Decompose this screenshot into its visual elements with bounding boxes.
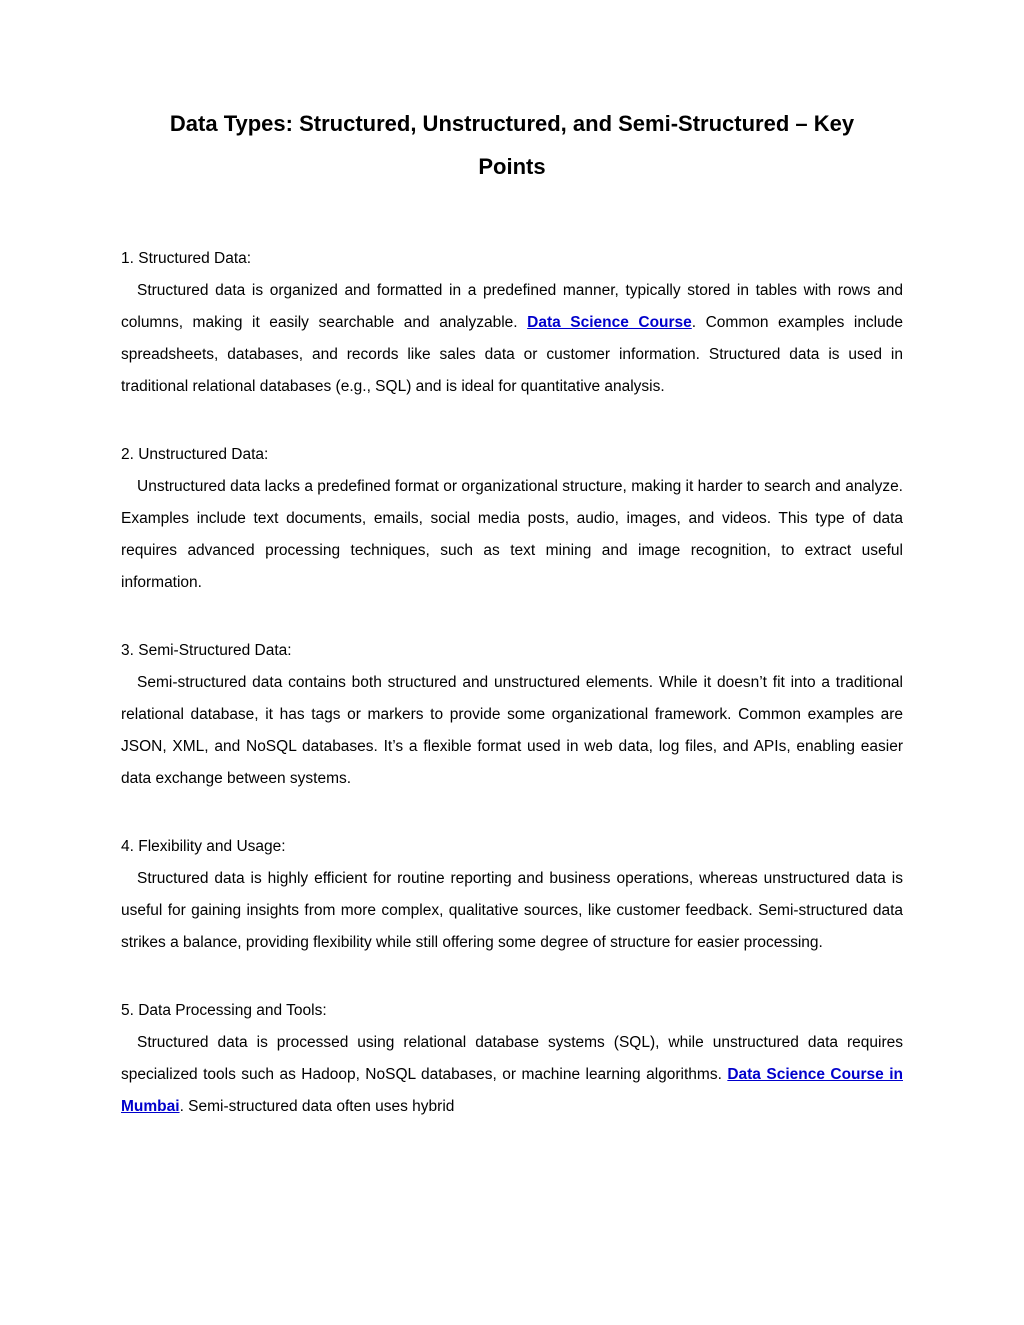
paragraph-text: . Semi-structured data often uses hybrid bbox=[179, 1098, 455, 1115]
section-paragraph bbox=[121, 667, 903, 795]
section-paragraph bbox=[121, 275, 903, 403]
paragraph-text: Semi-structured data contains both structured and unstructured elements. While it doesn’t fit into a traditional relational database, it has tags or markers to provide some organizational framework. Common examples are JSON, XML, and NoSQL databases. It’s a flexible format used in web data, log files, and APIs, enabling easier data exchange between systems. bbox=[121, 674, 903, 787]
section-paragraph bbox=[121, 471, 903, 599]
section-paragraph bbox=[121, 1027, 903, 1123]
paragraph-text: Unstructured data lacks a predefined format or organizational structure, making it harder to search and analyze. Examples include text documents, emails, social media posts, audio, images, and videos. This type of data requires advanced processing techniques, such as text mining and image recognition, to extract useful information. bbox=[121, 478, 903, 591]
document-title bbox=[121, 102, 903, 188]
data-science-course-mumbai-link[interactable]: Data Science Course in Mumbai bbox=[121, 1066, 903, 1115]
section-heading: 5. Data Processing and Tools: bbox=[121, 1002, 327, 1019]
paragraph-text: . Common examples include spreadsheets, databases, and records like sales data or customer information. Structured data is used in traditional relational databases (e.g., SQL) and is ideal for quantitative analysis. bbox=[121, 314, 903, 395]
paragraph-text: Structured data is organized and formatted in a predefined manner, typically stored in tables with rows and columns, making it easily searchable and analyzable. bbox=[121, 282, 903, 331]
section-data-processing-tools bbox=[121, 995, 903, 1123]
section-paragraph bbox=[121, 863, 903, 959]
section-semi-structured-data bbox=[121, 635, 903, 795]
paragraph-text: Structured data is highly efficient for routine reporting and business operations, whereas unstructured data is useful for gaining insights from more complex, qualitative sources, like customer feedback. Semi-structured data strikes a balance, providing flexibility while still offering some degree of structure for easier processing. bbox=[121, 870, 903, 951]
section-heading: 2. Unstructured Data: bbox=[121, 446, 269, 463]
section-heading: 3. Semi-Structured Data: bbox=[121, 642, 292, 659]
section-heading: 1. Structured Data: bbox=[121, 250, 252, 267]
section-structured-data bbox=[121, 243, 903, 403]
section-flexibility-usage bbox=[121, 831, 903, 959]
document-title-line2: Points bbox=[478, 154, 546, 179]
section-unstructured-data bbox=[121, 439, 903, 599]
data-science-course-link[interactable]: Data Science Course bbox=[527, 314, 692, 331]
document-title-line1: Data Types: Structured, Unstructured, and Semi-Structured – Key bbox=[169, 111, 855, 136]
paragraph-text: Structured data is processed using relational database systems (SQL), while unstructured data requires specialized tools such as Hadoop, NoSQL databases, or machine learning algorithms. bbox=[121, 1034, 903, 1083]
section-heading: 4. Flexibility and Usage: bbox=[121, 838, 286, 855]
